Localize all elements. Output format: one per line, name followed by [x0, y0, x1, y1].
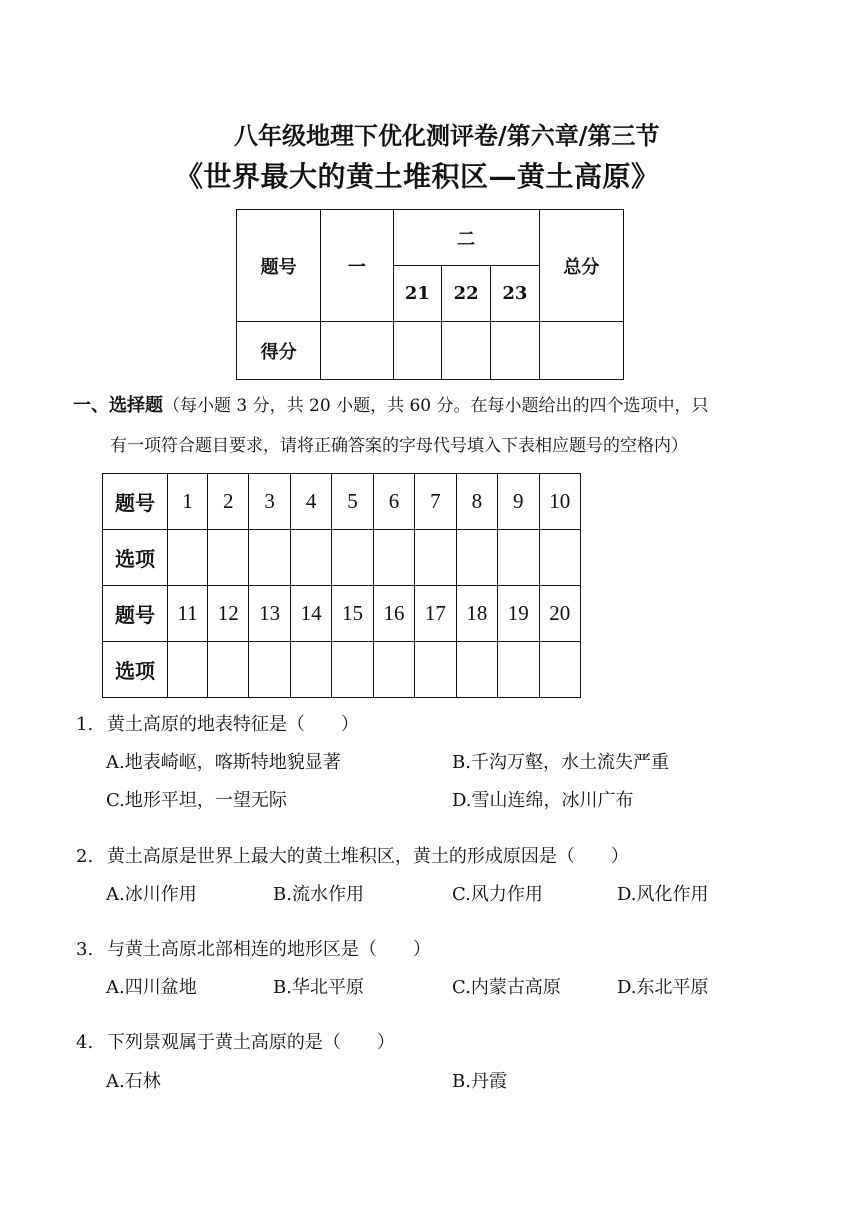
- answer-cell[interactable]: [332, 642, 373, 698]
- option-a[interactable]: A.四川盆地: [106, 977, 197, 998]
- option-b[interactable]: B.丹霞: [452, 1071, 507, 1092]
- answer-row-label: 题号: [103, 474, 168, 530]
- option-a[interactable]: A.冰川作用: [106, 884, 197, 905]
- answer-cell[interactable]: [168, 642, 208, 698]
- score-cell[interactable]: [321, 322, 393, 380]
- option-c[interactable]: C.风力作用: [452, 884, 543, 905]
- question-2: [76, 842, 629, 868]
- score-header-part2: 二: [393, 210, 539, 266]
- section-note-line2: 有一项符合题目要求，请将正确答案的字母代号填入下表相应题号的空格内）: [110, 436, 688, 456]
- answer-cell[interactable]: [456, 530, 497, 586]
- question-number-cell: 8: [456, 474, 497, 530]
- question-1: [76, 710, 359, 736]
- question-number-cell: 5: [332, 474, 373, 530]
- question-number-cell: 13: [249, 586, 290, 642]
- option-c[interactable]: C.内蒙古高原: [452, 977, 561, 998]
- lesson-title: 《世界最大的黄土堆积区—黄土高原》: [175, 160, 660, 193]
- score-cell[interactable]: [491, 322, 540, 380]
- score-cell[interactable]: [442, 322, 491, 380]
- answer-cell[interactable]: [249, 530, 290, 586]
- score-cell[interactable]: [539, 322, 623, 380]
- question-number-cell: 10: [539, 474, 581, 530]
- answer-cell[interactable]: [208, 642, 249, 698]
- score-row-label: 得分: [237, 322, 321, 380]
- score-header-total: 总分: [539, 210, 623, 322]
- answer-cell[interactable]: [249, 642, 290, 698]
- question-number-cell: 4: [290, 474, 331, 530]
- question-4: [76, 1028, 395, 1054]
- answer-cell[interactable]: [168, 530, 208, 586]
- question-number: 1.: [76, 714, 94, 735]
- question-text: 黄土高原的地表特征是（ ）: [106, 714, 359, 735]
- option-a[interactable]: A.石林: [106, 1071, 161, 1092]
- answer-cell[interactable]: [208, 530, 249, 586]
- score-header-sub: 21: [393, 266, 442, 322]
- exam-title: 八年级地理下优化测评卷/第六章/第三节: [234, 121, 660, 150]
- question-number-cell: 17: [415, 586, 456, 642]
- question-number: 3.: [76, 939, 94, 960]
- question-3: [76, 935, 431, 961]
- answer-row-label: 题号: [103, 586, 168, 642]
- section-title: 一、选择题: [73, 395, 163, 416]
- score-header-qno: 题号: [237, 210, 321, 322]
- answer-cell[interactable]: [415, 530, 456, 586]
- question-number-cell: 9: [498, 474, 539, 530]
- score-cell[interactable]: [393, 322, 442, 380]
- answer-cell[interactable]: [498, 530, 539, 586]
- answer-table: [102, 473, 581, 698]
- section-heading: [73, 393, 709, 419]
- option-b[interactable]: B.千沟万壑，水土流失严重: [452, 752, 669, 773]
- score-table: [236, 209, 624, 380]
- question-number-cell: 11: [168, 586, 208, 642]
- answer-cell[interactable]: [415, 642, 456, 698]
- answer-cell[interactable]: [539, 530, 581, 586]
- section-note-line1: （每小题 3 分，共 20 小题，共 60 分。在每小题给出的四个选项中，只: [163, 396, 709, 416]
- score-header-part1: 一: [321, 210, 393, 322]
- question-number-cell: 15: [332, 586, 373, 642]
- option-b[interactable]: B.流水作用: [273, 884, 364, 905]
- answer-cell[interactable]: [332, 530, 373, 586]
- answer-cell[interactable]: [539, 642, 581, 698]
- answer-cell[interactable]: [290, 642, 331, 698]
- answer-cell[interactable]: [373, 530, 414, 586]
- answer-cell[interactable]: [290, 530, 331, 586]
- option-b[interactable]: B.华北平原: [273, 977, 364, 998]
- question-number-cell: 19: [498, 586, 539, 642]
- score-header-sub: 22: [442, 266, 491, 322]
- question-number-cell: 18: [456, 586, 497, 642]
- answer-row-label: 选项: [103, 642, 168, 698]
- question-text: 与黄土高原北部相连的地形区是（ ）: [106, 939, 431, 960]
- question-number-cell: 3: [249, 474, 290, 530]
- question-number-cell: 1: [168, 474, 208, 530]
- score-header-sub: 23: [491, 266, 540, 322]
- option-d[interactable]: D.雪山连绵，冰川广布: [452, 790, 634, 811]
- question-number-cell: 16: [373, 586, 414, 642]
- answer-cell[interactable]: [456, 642, 497, 698]
- question-number-cell: 7: [415, 474, 456, 530]
- question-text: 黄土高原是世界上最大的黄土堆积区，黄土的形成原因是（ ）: [106, 846, 629, 867]
- question-number-cell: 12: [208, 586, 249, 642]
- option-d[interactable]: D.东北平原: [617, 977, 709, 998]
- question-number: 4.: [76, 1032, 94, 1053]
- question-text: 下列景观属于黄土高原的是（ ）: [106, 1032, 395, 1053]
- option-d[interactable]: D.风化作用: [617, 884, 709, 905]
- answer-row-label: 选项: [103, 530, 168, 586]
- answer-cell[interactable]: [498, 642, 539, 698]
- question-number-cell: 6: [373, 474, 414, 530]
- question-number-cell: 14: [290, 586, 331, 642]
- question-number-cell: 2: [208, 474, 249, 530]
- option-a[interactable]: A.地表崎岖，喀斯特地貌显著: [106, 752, 341, 773]
- question-number: 2.: [76, 846, 94, 867]
- option-c[interactable]: C.地形平坦，一望无际: [106, 790, 287, 811]
- question-number-cell: 20: [539, 586, 581, 642]
- answer-cell[interactable]: [373, 642, 414, 698]
